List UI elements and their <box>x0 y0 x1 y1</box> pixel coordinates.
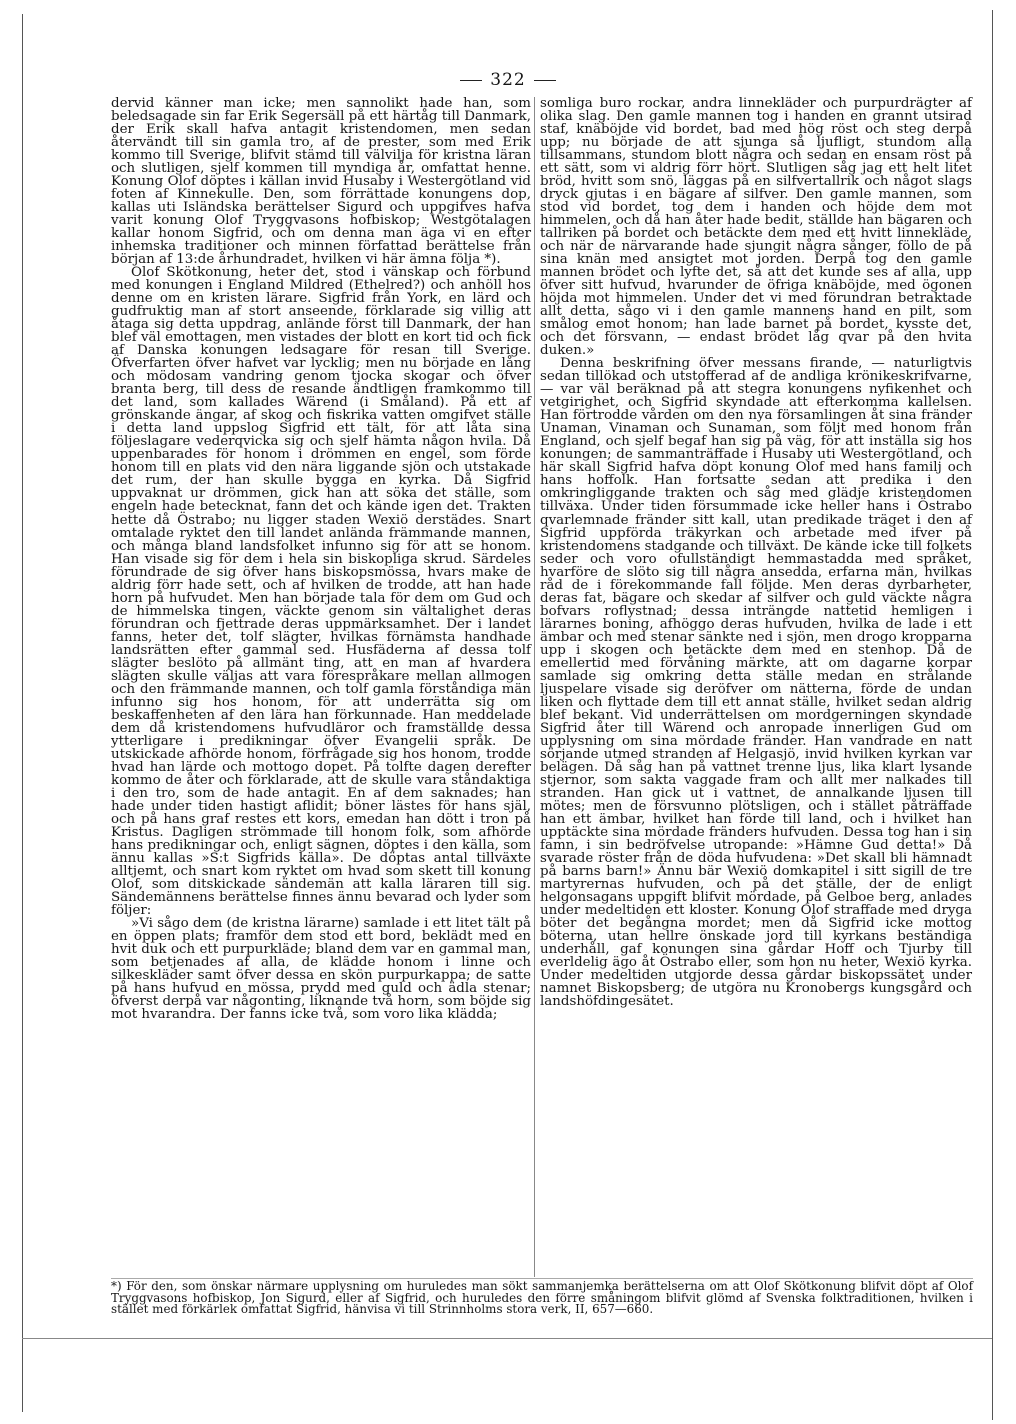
page-bottom-rule <box>22 1338 992 1339</box>
footnote: *) För den, som önskar närmare upplysning om huruledes man sökt sammanjemka berättelserna om att Olof Skötkonung blifvit döpt af Olof Tryggvasons hofbiskop, Jon Sigurd, eller af Sigfrid, och huruledes den förre småningom blifvit glömd af Svenska folktraditionen, hvilken i stället med förkärlek omfattat Sigfrid, hänvisa vi till Strinnholms stora verk, II, 657—660. <box>111 1279 973 1317</box>
page-number-dash-left <box>460 80 482 81</box>
column-divider <box>534 97 535 1277</box>
left-paragraph-2: Olof Skötkonung, heter det, stod i vänskap och förbund med konungen i England Mildred (Ethelred?) och anhöll hos denne om en kristen lärare. Sigfrid från York, en lärd och gudfruktig man af stort anseende, förklarade sig villig att åtaga sig detta uppdrag, anlände först till Danmark, der han blef väl emottagen, men vistades der blott en kort tid och fick af Danska konungen ledsagare för resan till Sverige. Öfverfarten öfver hafvet var lycklig; men nu började en lång och mödosam vandring genom tjocka skogar och öfver branta berg, till dess de resande ändtligen framkommo till det land, som kallades Wärend (i Småland). På ett af grönskande ängar, af skog och fiskrika vatten omgifvet ställe i detta land uppslog Sigfrid ett tält, för att låta sina följeslagare vederqvicka sig och sjelf hämta någon hvila. Då uppenbarades för honom i drömmen en engel, som förde honom till en plats vid den nära liggande sjön och utstakade det rum, der han skulle bygga en kyrka. Då Sigfrid uppvaknat ur drömmen, gick han att söka det ställe, som engeln hade betecknat, fann det och kände igen det. Trakten hette då Östrabo; nu ligger staden Wexiö derstädes. Snart omtalade ryktet den till landet anlända främmande mannen, och många bland landsfolket infunno sig för att se honom. Han visade sig för dem i hela sin biskopliga skrud. Särdeles förundrade de sig öfver hans biskopsmössa, hvars make de aldrig förr hade sett, och af hvilken de trodde, att han hade horn på hufvudet. Men han började tala för dem om Gud och de himmelska tingen, väckte genom sin vältalighet deras förundran och fjettrade deras uppmärksamhet. Der i landet fanns, heter det, tolf slägter, hvilkas förnämsta handhade landsrätten efter gammal sed. Husfäderna af dessa tolf slägter beslöto på allmänt ting, att en man af hvardera slägten skulle väljas att vara förespråkare mellan allmogen och den främmande mannen, och tolf gamla förståndiga män infunno sig hos honom, för att underrätta sig om beskaffenheten af den lära han förkunnade. Han meddelade dem då kristendomens hufvudläror och framställde dessa ytterligare i predikningar öfver Evangelii språk. De utskickade afhörde honom, förfrågade sig hos honom, trodde hvad han lärde och mottogo dopet. På tolfte dagen derefter kommo de åter och förklarade, att de skulle vara ståndaktiga i den tro, som de hade antagit. En af dem saknades; han hade under tiden hastigt aflidit; böner lästes för hans själ, och på hans graf restes ett kors, emedan han dött i tron på Kristus. Dagligen strömmade till honom folk, som afhörde hans predikningar och, enligt sägnen, döptes i den källa, som ännu kallas »S:t Sigfrids källa». De döptas antal tillväxte alltjemt, och snart kom ryktet om hvad som skett till konung Olof, som ditskickade sändemän att kalla läraren till sig. Sändemännens berättelse finnes ännu bevarad och lyder som följer: <box>111 265 531 918</box>
page-number: 322 <box>490 70 526 90</box>
page-number-header <box>0 70 1016 90</box>
right-paragraph-2: Denna beskrifning öfver messans firande, — naturligtvis sedan tillökad och utstofferad af de andliga krönikeskrifvarne, — var väl beräknad på att stegra konungens nyfikenhet och vetgirighet, och Sigfrid skyndade att efterkomma kallelsen. Han förtrodde vården om den nya församlingen åt sina fränder Unaman, Vinaman och Sunaman, som följt med honom från England, och sjelf begaf han sig på väg, för att inställa sig hos konungen; de sammanträffade i Husaby uti Westergötland, och här skall Sigfrid hafva döpt konung Olof med hans familj och hans hoffolk. Han fortsatte sedan att predika i den omkringliggande trakten och såg med glädje kristendomen tillväxa. Under tiden försummade icke heller hans i Östrabo qvarlemnade fränder sitt kall, utan predikade träget i den af Sigfrid uppförda träkyrkan och arbetade med ifver på kristendomens stadgande och tillväxt. De kände icke till folkets seder och voro ofullständigt hemmastadda med språket, hvarföre de slöto sig till några ansedda, erfarna män, hvilkas råd de i förekommande fall följde. Men deras dyrbarheter, deras fat, bägare och skedar af silfver och guld väckte några bofvars roflystnad; dessa inträngde nattetid hemligen i lärarnes boning, afhöggo deras hufvuden, hvilka de lade i ett ämbar och med stenar sänkte ned i sjön, men drogo kropparna upp i skogen och betäckte dem med en stenhop. Då de emellertid med förvåning märkte, att om dagarne korpar samlade sig omkring detta ställe medan en strålande ljuspelare visade sig deröfver om nätterna, förde de undan liken och flyttade dem till ett annat ställe, hvilket sedan aldrig blef bekant. Vid underrättelsen om mordgerningen skyndade Sigfrid åter till Wärend och anropade innerligen Gud om upplysning om sina mördade fränder. Han vandrade en natt sörjande utmed stranden af Helgasjö, invid hvilken kyrkan var belägen. Då såg han på vattnet trenne ljus, lika klart lysande stjernor, som sakta vaggade fram och allt mer nalkades till stranden. Han gick ut i vattnet, de annalkande ljusen till mötes; men de försvunno plötsligen, och i stället påträffade han ett ämbar, hvilket han förde till land, och i hvilket han upptäckte sina mördade fränders hufvuden. Dessa tog han i sin famn, i sin bedröfvelse utropande: »Hämne Gud detta!» Då svarade röster från de döda hufvudena: »Det skall bli hämnadt på barns barn!» Ännu bär Wexiö domkapitel i sitt sigill de tre martyrernas hufvuden, och på det ställe, der de enligt helgonsagans uppgift blifvit mördade, på Gelboe berg, anlades under medeltiden ett kloster. Konung Olof straffade med dryga böter det begångna mordet; men då Sigfrid icke mottog böterna, utan hellre önskade jord till kyrkans beständiga underhåll, gaf konungen sina gårdar Hoff och Tjurby till everldelig ägo åt Östrabo eller, som hon nu heter, Wexiö kyrka. Under medeltiden utgjorde dessa gårdar biskopssätet under namnet Biskopsberg; de utgöra nu Kronobergs kungsgård och landshöfdingesätet. <box>540 356 972 1010</box>
page-number-dash-right <box>534 80 556 81</box>
right-column <box>540 97 972 1008</box>
right-paragraph-1: somliga buro rockar, andra linnekläder och purpurdrägter af olika slag. Den gamle mannen tog i handen en grannt utsirad staf, knäböjde vid bordet, bad med hög röst och steg derpå upp; nu började de att sjunga så ljufligt, stundom alla tillsammans, stundom blott några och sedan en ensam röst på ett sätt, som vi aldrig förr hört. Slutligen såg jag ett helt litet bröd, hvitt som snö, läggas på en silfvertallrik och något slags dryck gjutas i en bägare af silfver. Den gamle mannen, som stod vid bordet, tog dem i handen och höjde dem mot himmelen, och då han åter hade bedit, ställde han bägaren och tallriken på bordet och betäckte dem med ett hvitt linnekläde, och när de närvarande hade sjungit några sånger, föllo de på sina knän med ansigtet mot jorden. Derpå tog den gamle mannen brödet och lyfte det, så att det kunde ses af alla, upp öfver sitt hufvud, hvarunder de öfriga knäböjde, med ögonen höjda mot himmelen. Under det vi med förundran betraktade allt detta, sågo vi i den gamle mannens hand en pilt, som smålog emot honom; han lade barnet på bordet, kysste det, och det försvann, — endast brödet låg qvar på den hvita duken.» <box>540 96 972 359</box>
page-right-border <box>992 10 993 1420</box>
page-left-border <box>22 14 23 1412</box>
left-paragraph-1: dervid känner man icke; men sannolikt hade han, som beledsagade sin far Erik Segersäll på ett härtåg till Danmark, der Erik skall hafva antagit kristendomen, men sedan återvändt till sin gamla tro, af de prester, som med Erik kommo till Sverige, blifvit stämd till välvilja för kristna läran och slutligen, sjelf kommen till myndiga år, omfattat henne. Konung Olof döptes i källan invid Husaby i Westergötland vid foten af Kinnekulle. Den, som förrättade konungens dop, kallas uti Isländska berättelser Sigurd och uppgifves hafva varit konung Olof Tryggvasons hofbiskop; Westgötalagen kallar honom Sigfrid, och om denna man äga vi en efter inhemska traditioner och minnen författad berättelse från början af 13:de århundradet, hvilken vi här ämna följa *). <box>111 96 531 268</box>
left-column <box>111 97 531 1021</box>
left-paragraph-3: »Vi sågo dem (de kristna lärarne) samlade i ett litet tält på en öppen plats; framför dem stod ett bord, beklädt med en hvit duk och ett purpurkläde; bland dem var en gammal man, som betjenades af alla, de klädde honom i linne och silkeskläder samt öfver dessa en skön purpurkappa; de satte på hans hufvud en mössa, prydd med guld och ädla stenar; öfverst derpå var någonting, liknande två horn, som böjde sig mot hvarandra. Der fanns icke två, som voro lika klädda; <box>111 915 531 1023</box>
